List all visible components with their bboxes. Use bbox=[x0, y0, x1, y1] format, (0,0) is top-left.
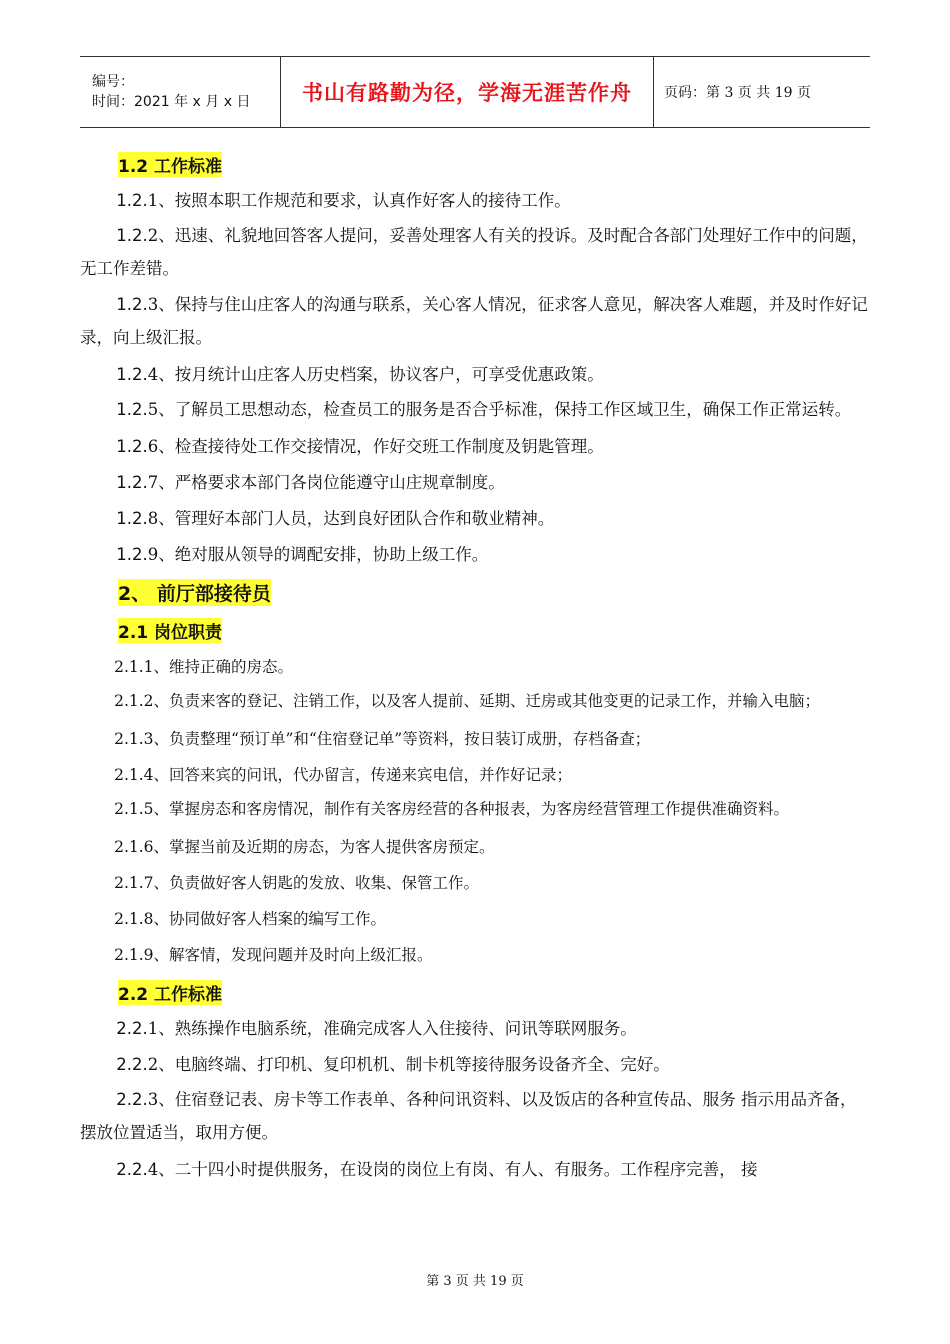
paragraph-2-2-1 bbox=[80, 1011, 872, 1047]
time-label: 时间：2021 年 x 月 x 日 bbox=[92, 94, 251, 110]
header-meta bbox=[80, 57, 280, 127]
document-body bbox=[80, 145, 872, 1188]
item-number: 1.2. bbox=[116, 365, 148, 384]
page-footer bbox=[0, 1270, 950, 1289]
item-number: 2.2. bbox=[116, 1055, 148, 1074]
item-text: 4、按月统计山庄客人历史档案，协议客户，可享受优惠政策。 bbox=[147, 365, 604, 384]
section-1-2-heading-row bbox=[80, 145, 872, 183]
paragraph-2-1-2: 2.1.2、负责来客的登记、注销工作，以及客人提前、延期、迁房或其他变更的记录工作，并输入电脑； bbox=[114, 692, 821, 710]
item-text: 9、绝对服从领导的调配安排，协助上级工作。 bbox=[147, 545, 489, 564]
item-text: 2、电脑终端、打印机、复印机机、制卡机等接待服务设备齐全、完好。 bbox=[147, 1055, 670, 1074]
item-number: 1.2. bbox=[116, 473, 148, 492]
item-text: 1、按照本职工作规范和要求，认真作好客人的接待工作。 bbox=[147, 191, 571, 210]
paragraph-2-1-5: 2.1.5、掌握房态和客房情况，制作有关客房经营的各种报表，为客房经营管理工作提供准确资料。 bbox=[114, 800, 790, 818]
section-2-1-heading: 2.1 岗位职责 bbox=[118, 618, 222, 643]
item-number: 2.2. bbox=[116, 1160, 148, 1179]
item-number: 1.2. bbox=[116, 437, 148, 456]
item-number: 1.2. bbox=[116, 509, 148, 528]
section-2-2-heading: 2.2 工作标准 bbox=[118, 980, 222, 1005]
item-text: 7、严格要求本部门各岗位能遵守山庄规章制度。 bbox=[147, 473, 505, 492]
paragraph-2-1-1: 2.1.1、维持正确的房态。 bbox=[114, 658, 294, 676]
section-1-2-heading: 1.2 工作标准 bbox=[118, 152, 222, 177]
paragraph-1-2-7 bbox=[80, 465, 872, 501]
footer-page-number: 第 3 页 共 19 页 bbox=[426, 1274, 524, 1289]
paragraph-2-1-4: 2.1.4、回答来宾的问讯，代办留言，传递来宾电信，并作好记录； bbox=[114, 766, 573, 784]
paragraph-2-1-9: 2.1.9、解客情，发现问题并及时向上级汇报。 bbox=[114, 946, 433, 964]
paragraph-2-1-8: 2.1.8、协同做好客人档案的编写工作。 bbox=[114, 910, 387, 928]
item-text: 3、保持与住山庄客人的沟通与联系，关心客人情况，征求客人意见，解决客人难题，并及时作好记录，向上级汇报。 bbox=[80, 295, 868, 347]
page-header bbox=[80, 56, 870, 128]
section-2-1-heading-row bbox=[80, 611, 872, 649]
header-motto bbox=[280, 57, 654, 127]
item-text: 2、迅速、礼貌地回答客人提问，妥善处理客人有关的投诉。及时配合各部门处理好工作中的问题，无工作差错。 bbox=[80, 226, 868, 278]
paragraph-1-2-5 bbox=[80, 393, 872, 426]
section-2-2-heading-row bbox=[80, 973, 872, 1011]
paragraph-1-2-6 bbox=[80, 429, 872, 465]
item-number: 2.2. bbox=[116, 1090, 148, 1109]
header-page-info bbox=[654, 57, 870, 127]
paragraph-1-2-1 bbox=[80, 183, 872, 219]
paragraph-2-1-7: 2.1.7、负责做好客人钥匙的发放、收集、保管工作。 bbox=[114, 874, 480, 892]
paragraph-2-1-3: 2.1.3、负责整理“预订单”和“住宿登记单”等资料，按日装订成册，存档备查； bbox=[114, 730, 651, 748]
item-text: 5、了解员工思想动态，检查员工的服务是否合乎标准，保持工作区域卫生，确保工作正常运转。 bbox=[147, 400, 852, 419]
motto-text: 书山有路勤为径，学海无涯苦作舟 bbox=[302, 80, 632, 105]
item-text: 3、住宿登记表、房卡等工作表单、各种问讯资料、以及饭店的各种宣传品、服务 指示用品齐备，摆放位置适当，取用方便。 bbox=[80, 1090, 857, 1142]
paragraph-2-2-4 bbox=[80, 1152, 872, 1188]
item-number: 1.2. bbox=[116, 191, 148, 210]
paragraph-2-2-3 bbox=[80, 1083, 872, 1149]
item-text: 8、管理好本部门人员，达到良好团队合作和敬业精神。 bbox=[147, 509, 555, 528]
page-label: 页码：第 3 页 共 19 页 bbox=[664, 85, 811, 101]
paragraph-1-2-3 bbox=[80, 288, 872, 354]
serial-label: 编号： bbox=[92, 74, 134, 90]
paragraph-2-2-2 bbox=[80, 1047, 872, 1083]
section-2-heading: 2、 前厅部接待员 bbox=[118, 579, 271, 606]
item-text: 6、检查接待处工作交接情况，作好交班工作制度及钥匙管理。 bbox=[147, 437, 604, 456]
paragraph-1-2-4 bbox=[80, 357, 872, 393]
section-2-heading-row bbox=[80, 573, 872, 611]
paragraph-1-2-2 bbox=[80, 219, 872, 285]
item-number: 1.2. bbox=[116, 295, 148, 314]
item-number: 1.2. bbox=[116, 545, 148, 564]
item-text: 4、二十四小时提供服务，在设岗的岗位上有岗、有人、有服务。工作程序完善， 接 bbox=[147, 1160, 758, 1179]
item-number: 1.2. bbox=[116, 226, 148, 245]
paragraph-1-2-8 bbox=[80, 501, 872, 537]
item-text: 1、熟练操作电脑系统，准确完成客人入住接待、问讯等联网服务。 bbox=[147, 1019, 637, 1038]
paragraph-2-1-6: 2.1.6、掌握当前及近期的房态，为客人提供客房预定。 bbox=[114, 838, 495, 856]
item-number: 1.2. bbox=[116, 400, 148, 419]
item-number: 2.2. bbox=[116, 1019, 148, 1038]
paragraph-1-2-9 bbox=[80, 537, 872, 573]
